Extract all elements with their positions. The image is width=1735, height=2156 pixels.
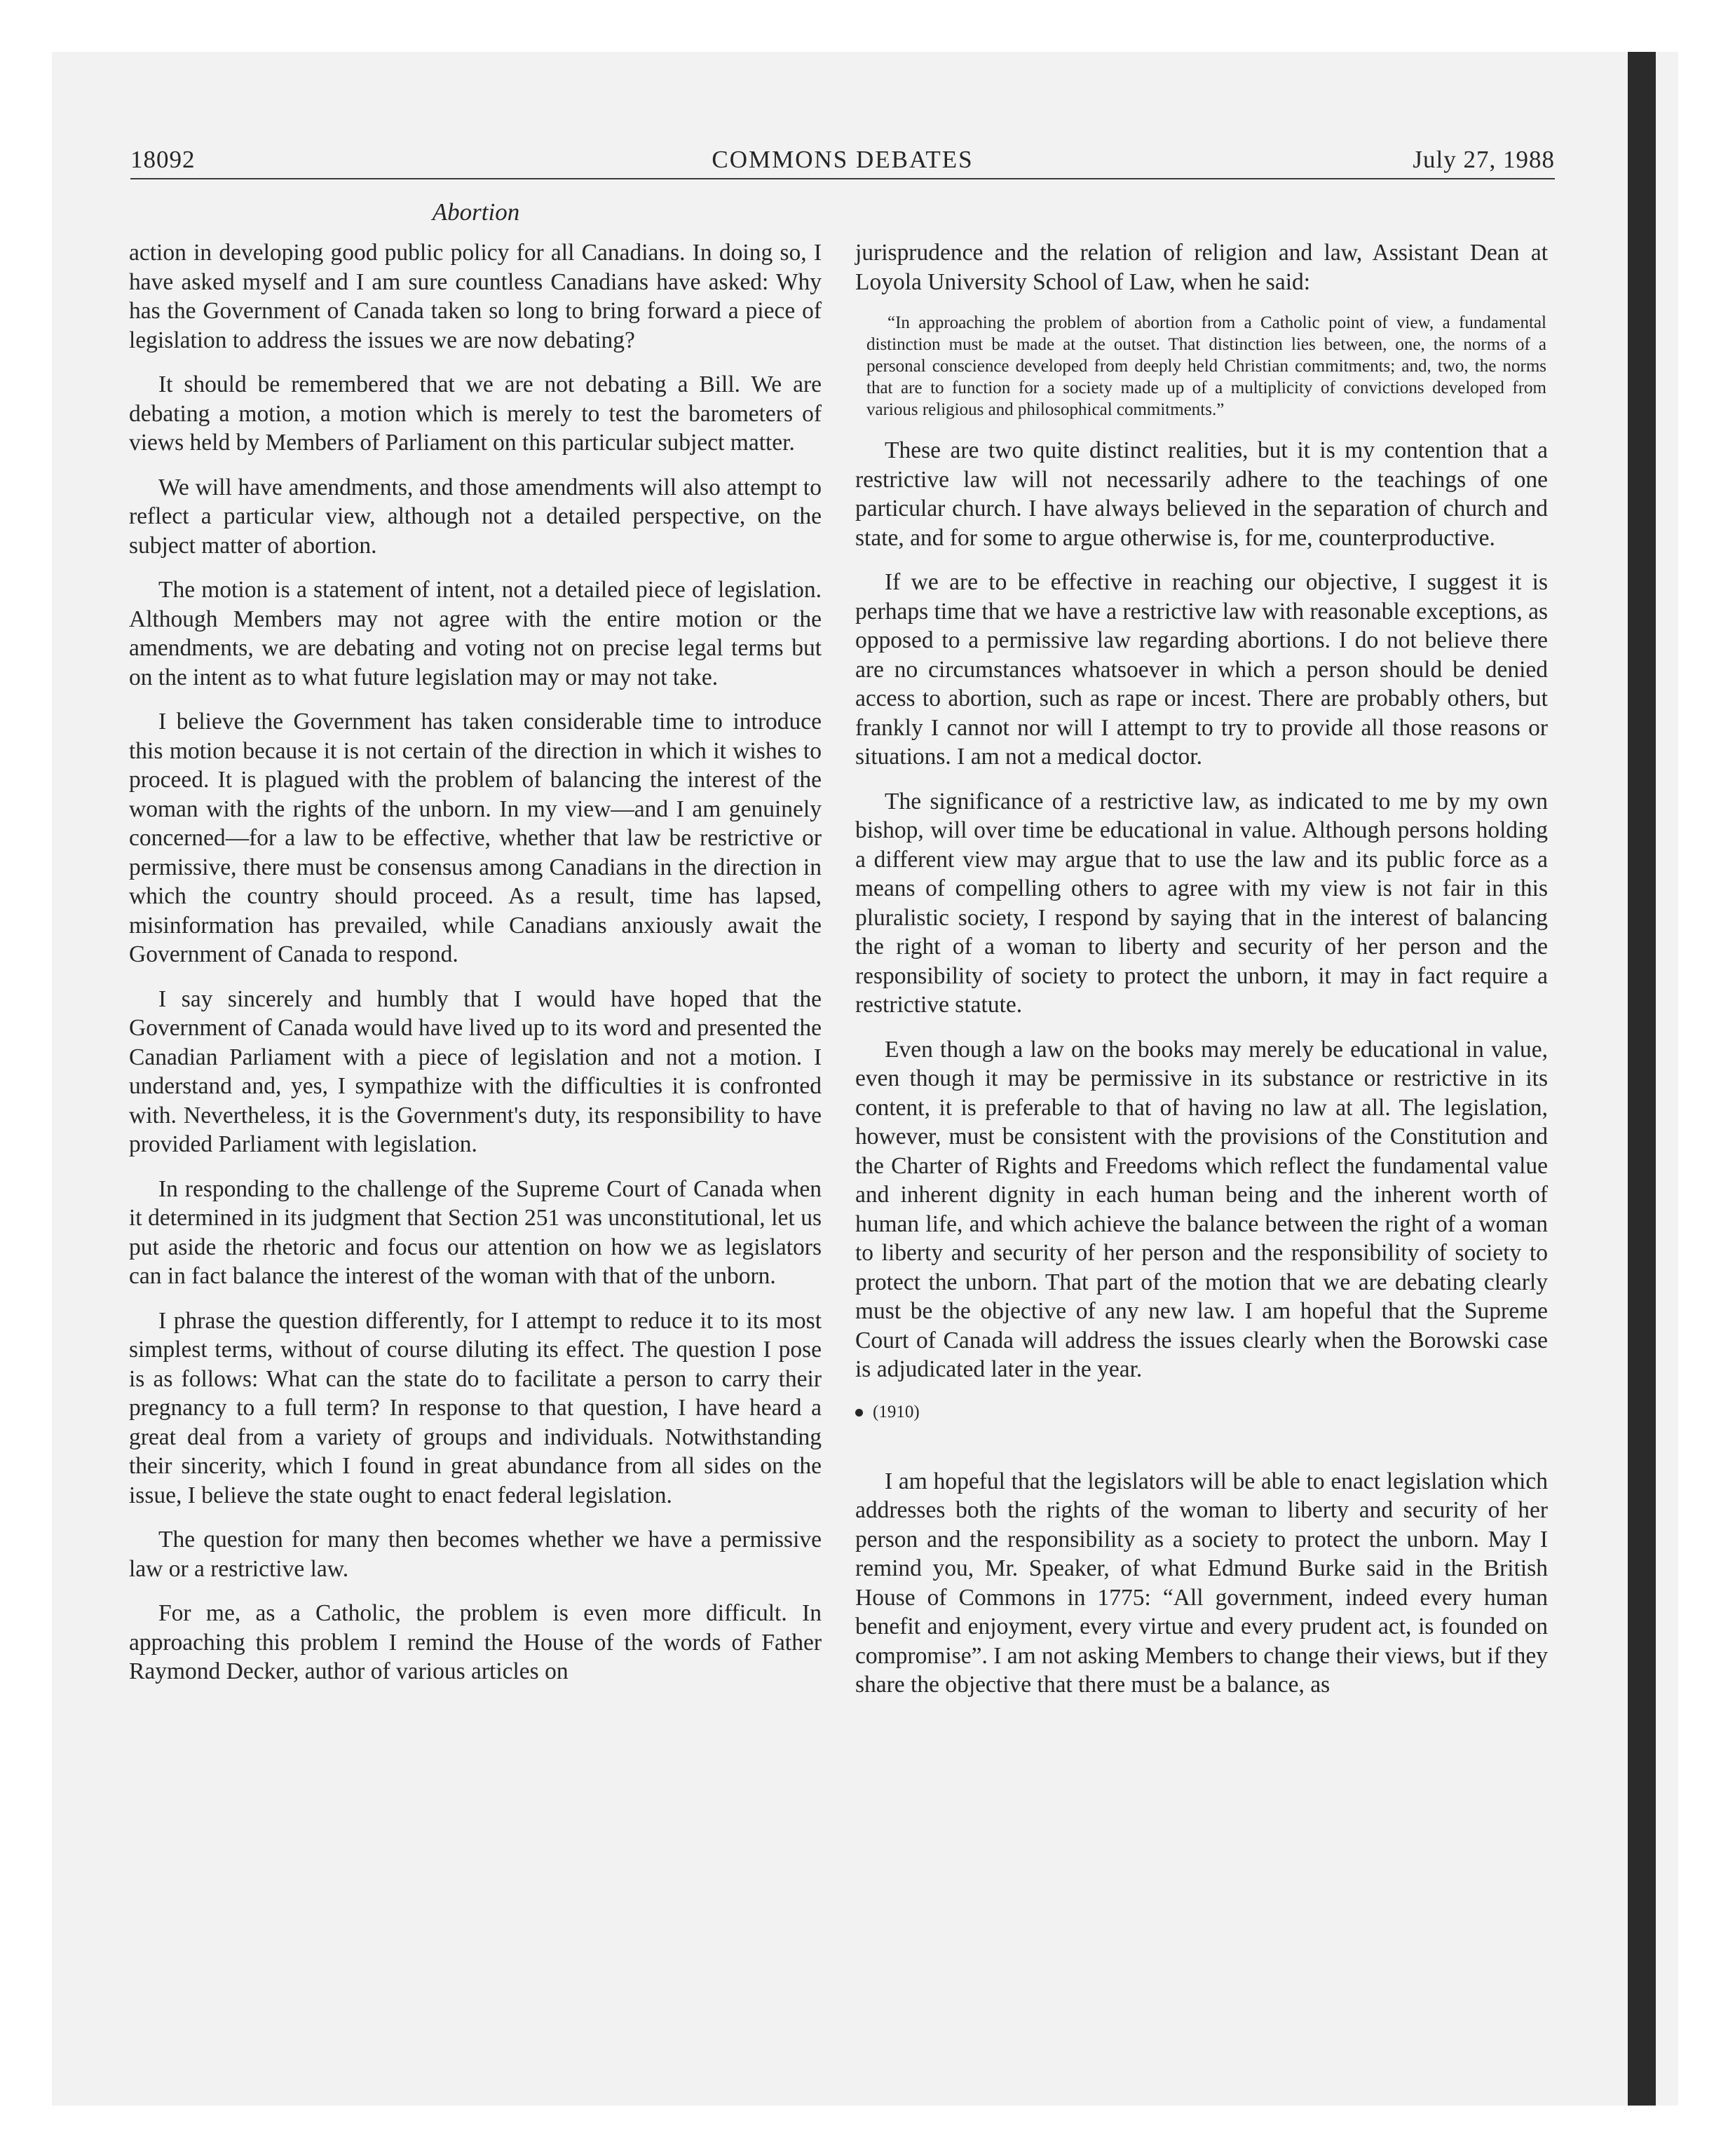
paragraph: In responding to the challenge of the Supreme Court of Canada when it determined in its judgment that Section 251 was unconstitutional, let us put aside the rhetoric and focus our attention on how we as legislators can in fact balance the interest of the woman with that of the unborn.	[129, 1175, 822, 1289]
paragraph: I believe the Government has taken considerable time to introduce this motion because it is not certain of the direction in which it wishes to proceed. It is plagued with the problem of balancing the interest of the woman with the rights of the unborn. In my view—and I am genuinely concerned—for a law to be effective, whether that law be restrictive or permissive, there must be consensus among Canadians in the direction in which the country should proceed. As a result, time has lapsed, misinformation has prevailed, while Canadians anxiously await the Government of Canada to respond.	[129, 709, 822, 967]
paragraph: I phrase the question differently, for I attempt to reduce it to its most simplest terms, without of course diluting its effect. The question I pose is as follows: What can the state do to facilitate a person to carry their pregnancy to a full term? In response to that question, I have heard a great deal from a variety of groups and individuals. Notwithstanding their sincerity, which I found in great abundance from all sides on the issue, I believe the state ought to enact federal legislation.	[129, 1307, 822, 1508]
block-quote: “In approaching the problem of abortion from a Catholic point of view, a fundamental distinction must be made at the outset. That distinction lies between, one, the norms of a personal conscience developed from deeply held Christian commitments; and, two, the norms that are to function for a society made up of a multiplicity of convictions developed from various religious and philosophical commitments.”	[866, 313, 1546, 419]
running-header	[130, 142, 1555, 178]
paragraph: We will have amendments, and those amendments will also attempt to reflect a particular view, although not a detailed perspective, on the subject matter of abortion.	[129, 474, 822, 559]
paragraph: The significance of a restrictive law, as indicated to me by my own bishop, will over time be educational in value. Although persons holding a different view may argue that to use the law and its public force as a means of compelling others to agree with my view is not fair in this pluralistic society, I respond by saying that in the interest of balancing the right of a woman to liberty and security of her person and the responsibility of society to protect the unborn, it may in fact require a restrictive statute.	[855, 788, 1548, 1018]
journal-title: COMMONS DEBATES	[712, 146, 974, 173]
paragraph: It should be remembered that we are not debating a Bill. We are debating a motion, a motion which is merely to test the barometers of views held by Members of Parliament on this particular subject matter.	[129, 371, 822, 456]
paragraph: I am hopeful that the legislators will be able to enact legislation which addresses both the rights of the woman to liberty and security of her person and the responsibility as a society to protect the unborn. May I remind you, Mr. Speaker, of what Edmund Burke said in the British House of Commons in 1775: “All government, indeed every human benefit and enjoyment, every virtue and every prudent act, is founded on compromise”. I am not asking Members to change their views, but if they share the objective that there must be a balance, as	[855, 1468, 1549, 1698]
paragraph: The motion is a statement of intent, not a detailed piece of legislation. Although Members may not agree with the entire motion or the amendments, we are debating and voting not on precise legal terms but on the intent as to what future legislation may or may not take.	[129, 577, 822, 690]
time-stamp-text: (1910)	[873, 1402, 920, 1421]
paragraph: action in developing good public policy for all Canadians. In doing so, I have asked myself and I am sure countless Canadians have asked: Why has the Government of Canada taken so long to bring forward a piece of legislation to address the issues we are now debating?	[129, 240, 822, 353]
paragraph: The question for many then becomes whether we have a permissive law or a restrictive law.	[129, 1527, 822, 1582]
bullet-icon	[855, 1409, 863, 1417]
right-column	[855, 238, 1548, 1715]
paragraph: I say sincerely and humbly that I would have hoped that the Government of Canada would have lived up to its word and presented the Canadian Parliament with a piece of legislation and not a motion. I understand and, yes, I sympathize with the difficulties it is confronted with. Nevertheless, it is the Government's duty, its responsibility to have provided Parliament with legislation.	[129, 985, 822, 1157]
paragraph: Even though a law on the books may merely be educational in value, even though it may be permissive in its substance or restrictive in its content, it is preferable to that of having no law at all. The legislation, however, must be consistent with the provisions of the Constitution and the Charter of Rights and Freedoms which reflect the fundamental value and inherent dignity in each human being and the inherent worth of human life, and which achieve the balance between the right of a woman to liberty and security of her person and the responsibility of society to protect the unborn. That part of the motion that we are debating clearly must be the objective of any new law. I am hopeful that the Supreme Court of Canada will address the issues clearly when the Borowski case is adjudicated later in the year.	[855, 1036, 1548, 1382]
topic-heading: Abortion	[432, 198, 520, 226]
scan-edge-shadow	[1628, 52, 1656, 2106]
paragraph: For me, as a Catholic, the problem is even more difficult. In approaching this problem I remind the House of the words of Father Raymond Decker, author of various articles on	[129, 1600, 822, 1684]
time-stamp	[855, 1400, 1548, 1425]
page-number: 18092	[130, 146, 196, 173]
paragraph: jurisprudence and the relation of religion and law, Assistant Dean at Loyola University School of Law, when he said:	[855, 240, 1548, 295]
paragraph: These are two quite distinct realities, but it is my contention that a restrictive law will not necessarily adhere to the teachings of one particular church. I have always believed in the separation of church and state, and for some to argue otherwise is, for me, counterproductive.	[855, 437, 1548, 551]
paragraph: If we are to be effective in reaching our objective, I suggest it is perhaps time that we have a restrictive law with reasonable exceptions, as opposed to a permissive law regarding abortions. I do not believe there are no circumstances whatsoever in which a person should be denied access to abortion, such as rape or incest. There are probably others, but frankly I cannot nor will I attempt to try to provide all those reasons or situations. I am not a medical doctor.	[855, 569, 1548, 770]
left-column	[129, 238, 822, 1702]
header-date: July 27, 1988	[1413, 146, 1555, 173]
header-rule	[130, 178, 1555, 179]
